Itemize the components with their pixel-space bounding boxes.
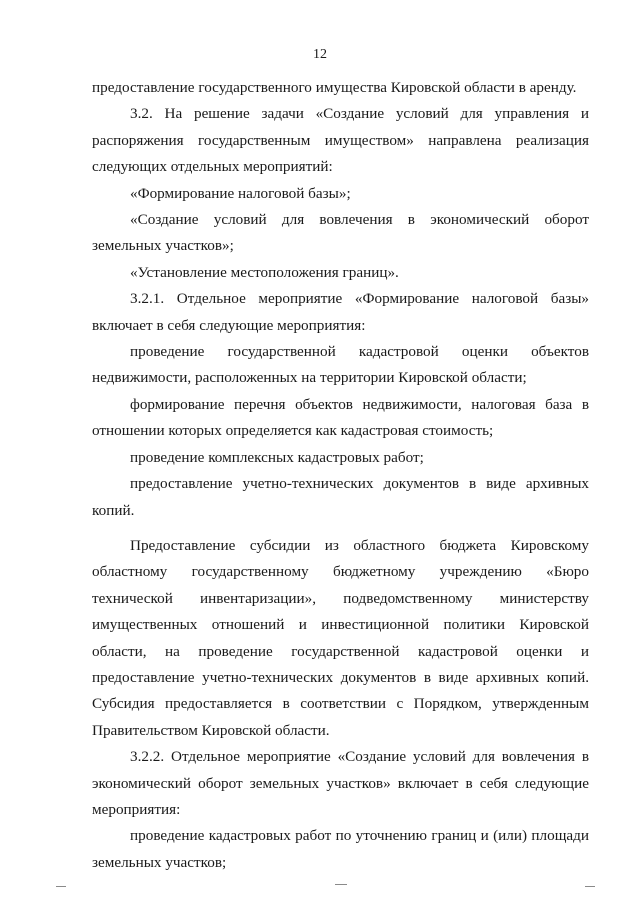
paragraph: проведение кадастровых работ по уточнению границ и (или) площади земельных участков; [92,827,589,871]
paragraph: проведение государственной кадастровой оценки объектов недвижимости, расположенных на территории Кировской области; [92,343,589,387]
paragraph: «Формирование налоговой базы»; [130,184,351,202]
paragraph: предоставление учетно-технических документов в виде архивных копий. [92,475,589,519]
paragraph: предоставление государственного имущества Кировской области в аренду. [92,79,577,96]
paragraph: «Установление местоположения границ». [130,263,399,281]
paragraph: Предоставление субсидии из областного бюджета Кировскому областному государственному бюджетному учреждению «Бюро технической инвентаризации», подведомственному министерству имущественных отношений и инвестиционной политики Кировской области, на проведение государственной кадастровой оценки и предоставление учетно-технических документов в виде архивных копий. Субсидия предоставляется в соответствии с Порядком, утвержденным Правительством Кировской области. [92,536,589,739]
paragraph-gap [92,524,589,533]
page-number: 12 [313,47,327,62]
paragraph: 3.2. На решение задачи «Создание условий для управления и распоряжения государственным имуществом» направлена реализация следующих отдельных мероприятий: [92,105,589,176]
paragraph: формирование перечня объектов недвижимости, налоговая база в отношении которых определяется как кадастровая стоимость; [92,395,589,440]
scan-speck [56,886,66,887]
scan-speck [335,884,347,885]
paragraph: 3.2.2. Отдельное мероприятие «Создание условий для вовлечения в экономический оборот земельных участков» включает в себя следующие мероприятия: [92,748,589,818]
paragraph: проведение комплексных кадастровых работ; [130,448,424,466]
paragraph: 3.2.1. Отдельное мероприятие «Формирование налоговой базы» включает в себя следующие мероприятия: [92,290,589,334]
document-body [92,75,589,876]
paragraph: «Создание условий для вовлечения в экономический оборот земельных участков»; [92,211,589,255]
scan-speck [585,886,595,887]
